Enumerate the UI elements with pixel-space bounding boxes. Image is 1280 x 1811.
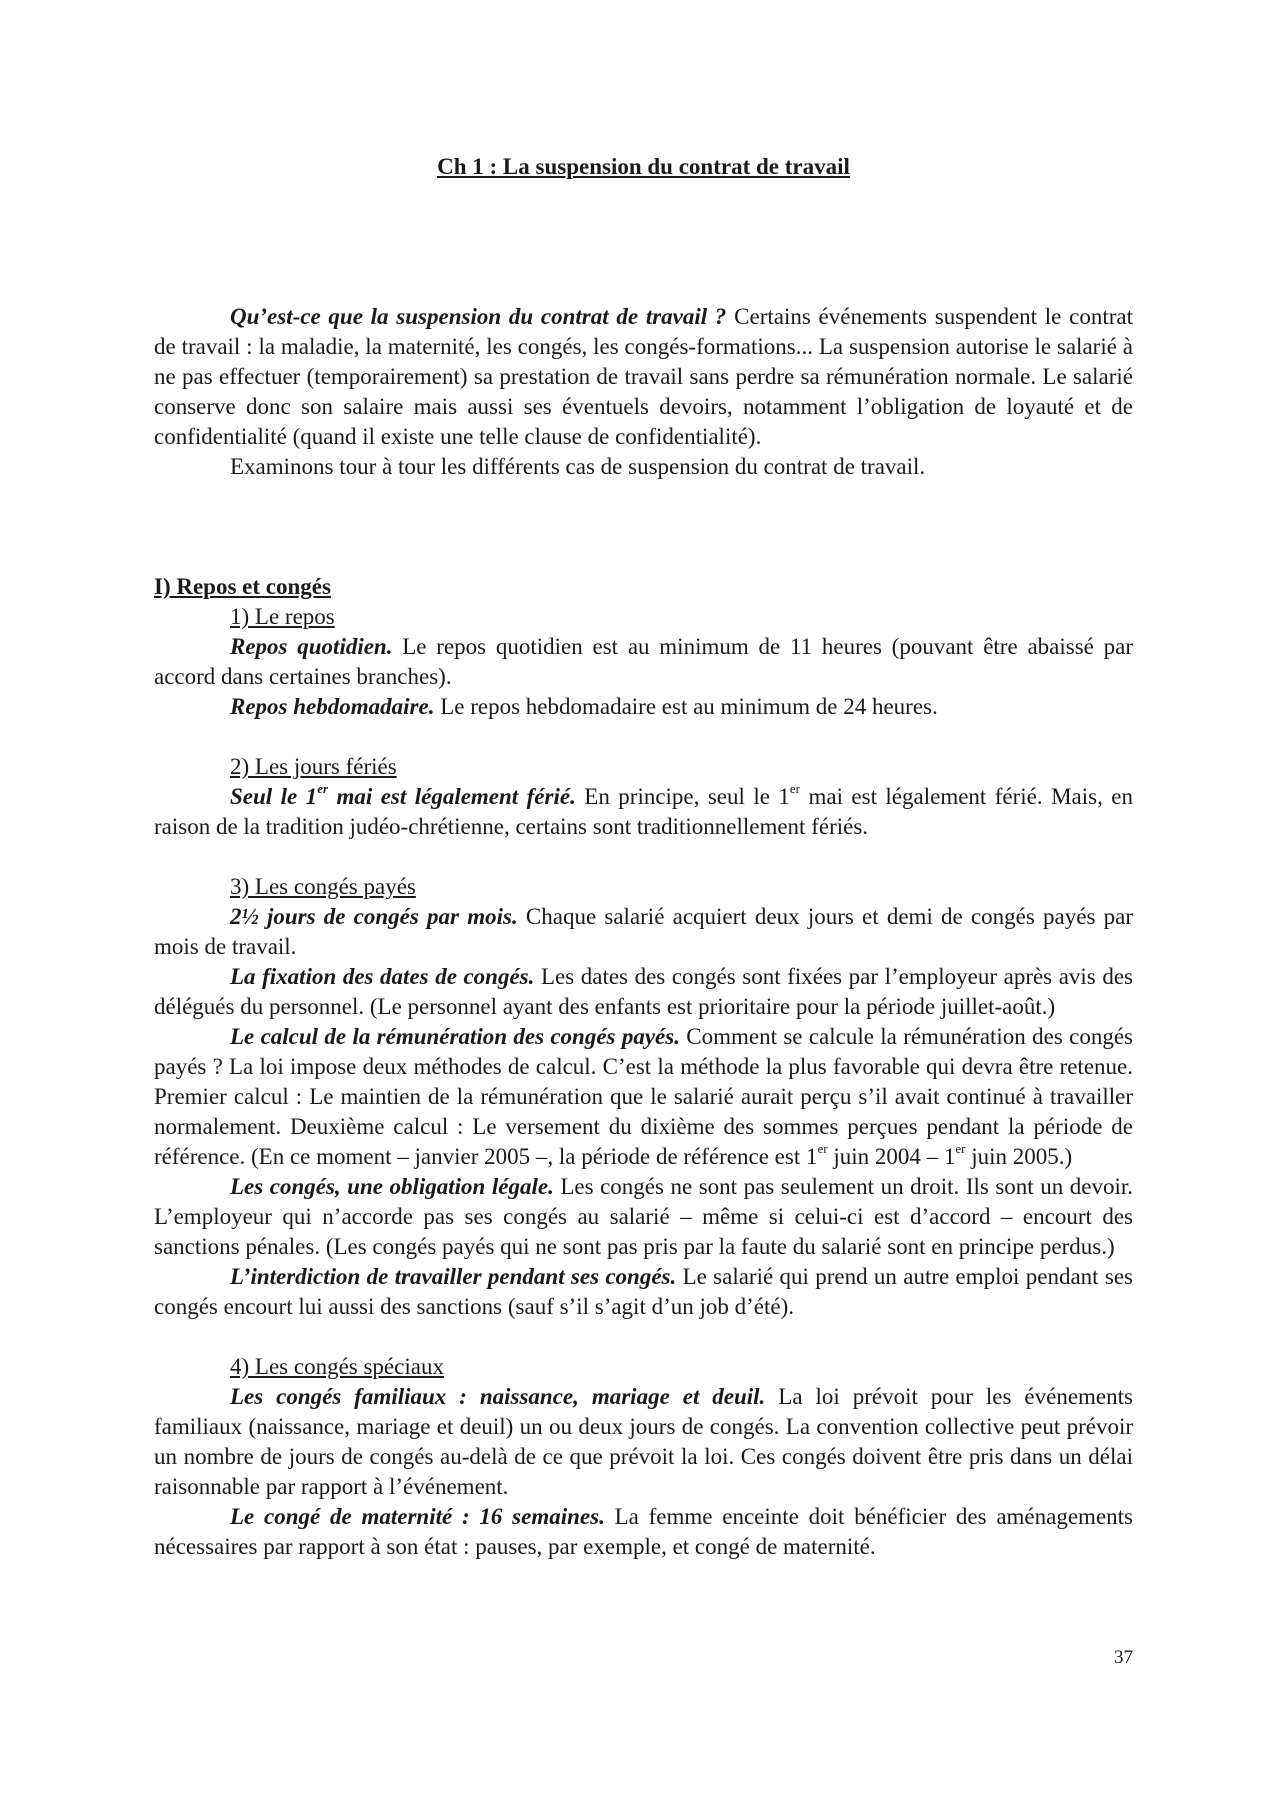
section-1 bbox=[154, 572, 1133, 1562]
paragraph-calcul-remuneration: Le calcul de la rémunération des congés payés. Comment se calcule la rémunération des congés payés ? La loi impose deux méthodes de calcul. C’est la méthode la plus favorable qui devra être retenue. Premier calcul : Le maintien de la rémunération que le salarié aurait perçu s’il avait continué à travailler normalement. Deuxième calcul : Le versement du dixième des sommes perçues pendant la période de référence. (En ce moment – janvier 2005 –, la période de référence est 1er juin 2004 – 1er juin 2005.) bbox=[154, 1024, 1133, 1169]
intro-text: Certains événements suspendent le contrat de travail : la maladie, la maternité, les congés, les congés-formations... La suspension autorise le salarié à ne pas effectuer (temporairement) sa prestation de travail sans perdre sa rémunération normale. Le salarié conserve donc son salaire mais aussi ses éventuels devoirs, notamment l’obligation de loyauté et de confidentialité (quand il existe une telle clause de confidentialité). bbox=[154, 304, 1133, 449]
paragraph-feries: Seul le 1er mai est légalement férié. En principe, seul le 1er mai est légalement férié. Mais, en raison de la tradition judéo-chrétienne, certains sont traditionnellement fériés. bbox=[154, 781, 1133, 839]
intro-paragraph bbox=[154, 302, 1133, 452]
paragraph-repos-hebdo: Repos hebdomadaire. Le repos hebdomadaire est au minimum de 24 heures. bbox=[230, 694, 938, 719]
paragraph-interdiction-travailler: L’interdiction de travailler pendant ses congés. Le salarié qui prend un autre emploi pendant ses congés encourt lui aussi des sanctions (sauf s’il s’agit d’un job d’été). bbox=[154, 1264, 1133, 1319]
paragraph-repos-quotidien: Repos quotidien. Le repos quotidien est au minimum de 11 heures (pouvant être abaissé par accord dans certaines branches). bbox=[154, 634, 1133, 689]
paragraph-conges-familiaux: Les congés familiaux : naissance, mariage et deuil. La loi prévoit pour les événements familiaux (naissance, mariage et deuil) un ou deux jours de congés. La convention collective peut prévoir un nombre de jours de congés au-delà de ce que prévoit la loi. Ces congés doivent être pris dans un délai raisonnable par rapport à l’événement. bbox=[154, 1384, 1133, 1499]
paragraph-conge-maternite: Le congé de maternité : 16 semaines. La femme enceinte doit bénéficier des aménagements nécessaires par rapport à son état : pauses, par exemple, et congé de maternité. bbox=[154, 1504, 1133, 1559]
intro-block bbox=[154, 302, 1133, 482]
paragraph-obligation-legale: Les congés, une obligation légale. Les congés ne sont pas seulement un droit. Ils sont un devoir. L’employeur qui n’accorde pas ses congés au salarié – même si celui-ci est d’accord – encourt des sanctions pénales. (Les congés payés qui ne sont pas pris par la faute du salarié sont en principe perdus.) bbox=[154, 1174, 1133, 1259]
intro-examine: Examinons tour à tour les différents cas de suspension du contrat de travail. bbox=[230, 454, 926, 479]
subsection-heading-conges-payes: 3) Les congés payés bbox=[230, 874, 416, 899]
intro-lead: Qu’est-ce que la suspension du contrat de travail ? bbox=[230, 304, 727, 329]
subsection-heading-conges-speciaux: 4) Les congés spéciaux bbox=[230, 1354, 444, 1379]
subsection-heading-repos: 1) Le repos bbox=[230, 604, 335, 629]
paragraph-fixation-dates: La fixation des dates de congés. Les dates des congés sont fixées par l’employeur après avis des délégués du personnel. (Le personnel ayant des enfants est prioritaire pour la période juillet-août.) bbox=[154, 964, 1133, 1019]
page-title: Ch 1 : La suspension du contrat de travail bbox=[437, 154, 850, 179]
page-number: 37 bbox=[1114, 1647, 1133, 1668]
section-heading: I) Repos et congés bbox=[154, 574, 331, 599]
paragraph-conges-par-mois: 2½ jours de congés par mois. Chaque salarié acquiert deux jours et demi de congés payés par mois de travail. bbox=[154, 904, 1133, 959]
subsection-heading-feries: 2) Les jours fériés bbox=[230, 754, 397, 779]
